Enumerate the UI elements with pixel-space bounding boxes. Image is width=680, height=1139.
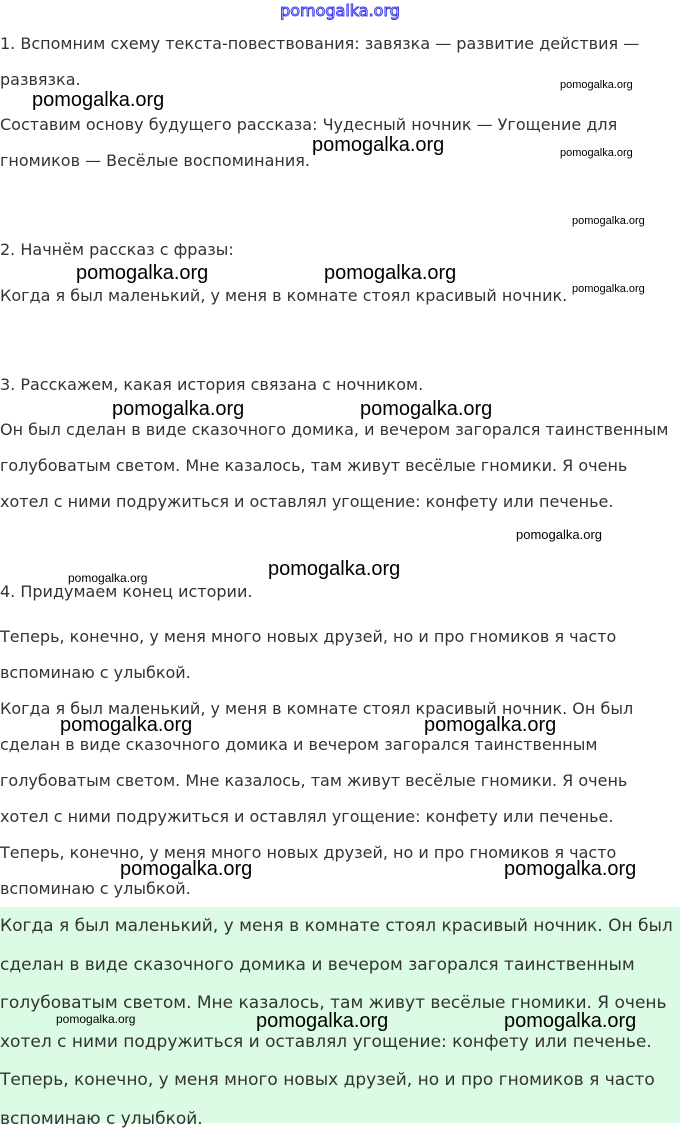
watermark: pomogalka.org [560,147,633,159]
watermark: pomogalka.org [32,89,165,111]
story-ending-text: Теперь, конечно, у меня много новых друзей, но и про гномиков я часто вспоминаю с улыбкой. [0,627,617,682]
watermark: pomogalka.org [516,527,602,542]
story-middle-text: Он был сделан в виде сказочного домика, и вечером загорался таинственным голубоватым светом. Мне казалось, там живут весёлые гномики. Я очень хотел с ними подружиться и оставлял угощение: конфету или печенье. [0,420,669,511]
watermark: pomogalka.org [504,1010,637,1032]
watermark: pomogalka.org [360,398,493,420]
full-story-text: Когда я был маленький, у меня в комнате стоял красивый ночник. Он был сделан в виде сказочного домика и вечером загорался таинственным голубоватым светом. Мне казалось, там живут весёлые гномики. Я очень хотел с ними подружиться и оставлял угощение: конфету или печенье. Теперь, конечно, у меня много новых друзей, но и про гномиков я часто вспоминаю с улыбкой. [0,699,634,898]
watermark: pomogalka.org [112,398,245,420]
step-1-text: 1. Вспомним схему текста-повествования: завязка — развитие действия — развязка. [0,34,640,89]
watermark: pomogalka.org [424,714,557,736]
watermark: pomogalka.org [120,858,253,880]
step-2-text: 2. Начнём рассказ с фразы: [0,240,234,259]
watermark: pomogalka.org [572,283,645,295]
step-4-text: 4. Придумаем конец истории. [0,582,253,601]
answer-text: Когда я был маленький, у меня в комнате стоял красивый ночник. Он был сделан в виде сказочного домика и вечером загорался таинственным голубоватым светом. Мне казалось, там живут весёлые гномики. Я очень хотел с ними подружиться и оставлял угощение: конфету или печенье. Теперь, конечно, у меня много новых друзей, но и про гномиков я часто вспоминаю с улыбкой. [0,916,673,1129]
watermark: pomogalka.org [268,558,401,580]
watermark: pomogalka.org [68,571,148,585]
watermark: pomogalka.org [56,1012,136,1026]
story-outline-text: Составим основу будущего рассказа: Чудесный ночник — Угощение для гномиков — Весёлые воспоминания. [0,115,618,170]
watermark: pomogalka.org [560,79,633,91]
watermark: pomogalka.org [572,215,645,227]
watermark: pomogalka.org [60,714,193,736]
watermark: pomogalka.org [76,262,209,284]
step-3-text: 3. Расскажем, какая история связана с ночником. [0,375,424,394]
watermark: pomogalka.org [504,858,637,880]
header-watermark: pomogalka.org [280,1,400,20]
watermark: pomogalka.org [324,262,457,284]
story-opening-text: Когда я был маленький, у меня в комнате стоял красивый ночник. [0,286,568,305]
watermark: pomogalka.org [256,1010,389,1032]
watermark: pomogalka.org [312,134,445,156]
